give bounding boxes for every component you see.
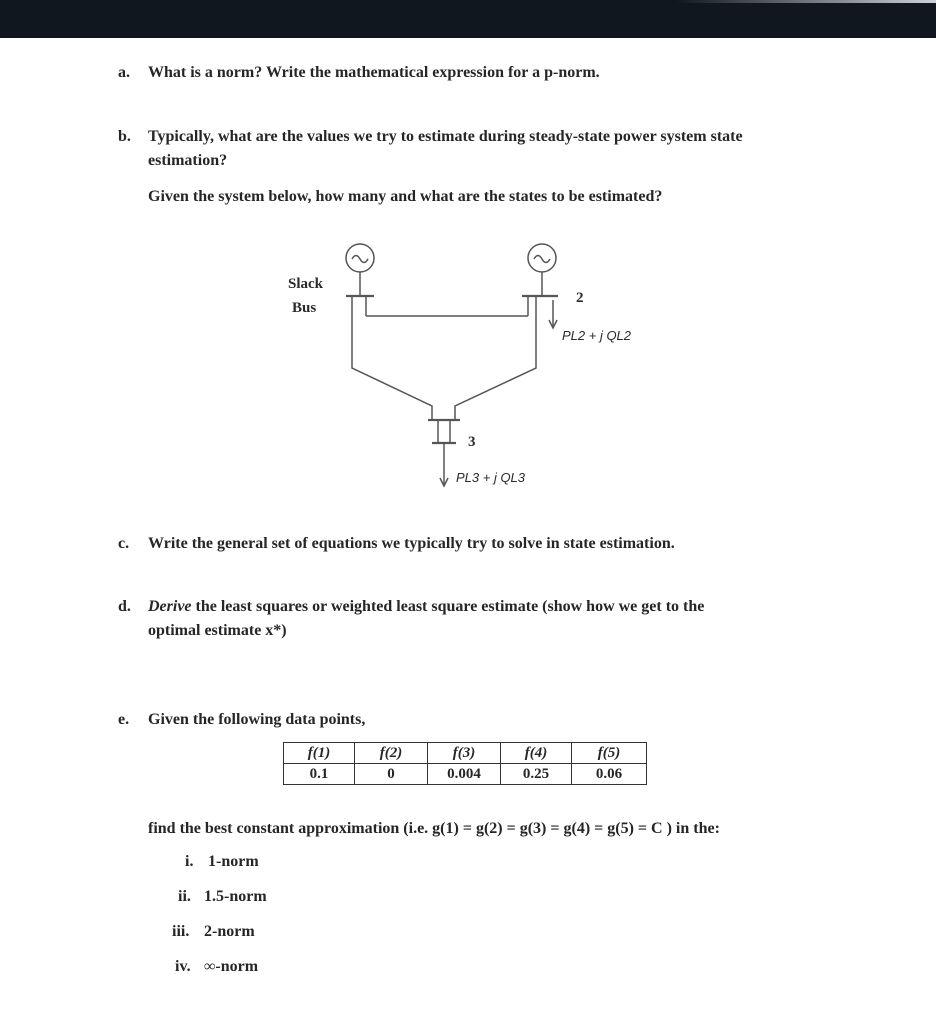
question-a-label: a. xyxy=(118,64,130,81)
data-points-table xyxy=(283,742,647,785)
table-header-cell: f(1) xyxy=(284,743,355,764)
load-2-label: PL2 + j QL2 xyxy=(562,328,632,343)
table-value-cell: 0.1 xyxy=(284,764,355,785)
table-header-row xyxy=(284,743,647,764)
load-3-label: PL3 + j QL3 xyxy=(456,470,526,485)
line-1-3 xyxy=(352,316,432,420)
generator-2-wave xyxy=(534,256,550,263)
norm-item-num: iv. xyxy=(175,958,191,975)
norm-item-text: ∞-norm xyxy=(204,958,259,975)
question-d-label: d. xyxy=(118,598,131,615)
question-b xyxy=(118,126,838,148)
norm-item-num: iii. xyxy=(172,923,190,940)
question-c-label: c. xyxy=(118,535,130,552)
norm-item-text: 1.5-norm xyxy=(204,888,267,905)
top-bar xyxy=(0,0,936,38)
question-d xyxy=(118,596,838,618)
question-b-line1: Typically, what are the values we try to estimate during steady-state power system state xyxy=(148,128,743,145)
slack-bus-label-line1: Slack xyxy=(288,276,324,292)
question-a-text: What is a norm? Write the mathematical expression for a p-norm. xyxy=(148,64,600,81)
question-c xyxy=(118,533,838,555)
generator-1-wave xyxy=(352,256,368,263)
question-e xyxy=(118,709,838,731)
question-d-line1-rest: the least squares or weighted least square estimate (show how we get to the xyxy=(191,598,705,615)
question-e-label: e. xyxy=(118,711,130,728)
norm-item-num: i. xyxy=(185,853,194,870)
question-e-find-text: find the best constant approximation (i.e. g(1) = g(2) = g(3) = g(4) = g(5) = C ) in the: xyxy=(148,820,720,837)
table-value-cell: 0.25 xyxy=(501,764,572,785)
table-header-cell: f(4) xyxy=(501,743,572,764)
question-d-emphasis: Derive xyxy=(148,598,192,615)
table-header-cell: f(5) xyxy=(572,743,647,764)
top-bar-highlight xyxy=(676,0,936,3)
norm-item-text: 2-norm xyxy=(204,923,255,940)
line-2-3 xyxy=(455,316,536,420)
question-c-text: Write the general set of equations we typically try to solve in state estimation. xyxy=(148,535,675,552)
question-e-text: Given the following data points, xyxy=(148,711,366,728)
slack-bus-label-line2: Bus xyxy=(292,300,317,316)
question-b-label: b. xyxy=(118,128,131,145)
question-b-line2: estimation? xyxy=(148,152,228,169)
bus-3-label: 3 xyxy=(468,434,476,450)
table-header-cell: f(2) xyxy=(355,743,428,764)
table-value-cell: 0.06 xyxy=(572,764,647,785)
power-system-diagram xyxy=(270,228,632,498)
question-a xyxy=(118,62,838,84)
table-header-cell: f(3) xyxy=(428,743,501,764)
question-d-line2: optimal estimate x*) xyxy=(148,622,287,639)
question-b-followup: Given the system below, how many and what are the states to be estimated? xyxy=(148,188,663,205)
table-value-cell: 0 xyxy=(355,764,428,785)
question-d-line1 xyxy=(148,596,838,618)
table-value-cell: 0.004 xyxy=(428,764,501,785)
table-values-row xyxy=(284,764,647,785)
bus-2-label: 2 xyxy=(576,290,584,306)
norm-item-num: ii. xyxy=(178,888,191,905)
norm-item-text: 1-norm xyxy=(208,853,259,870)
